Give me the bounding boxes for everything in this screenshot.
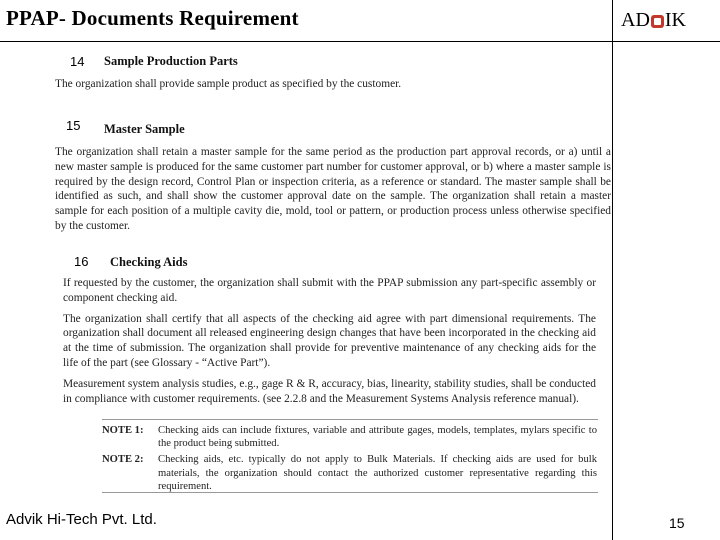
notes-block	[102, 424, 597, 493]
header-divider	[0, 41, 612, 42]
section-paragraph: The organization shall certify that all aspects of the checking aid agree with part dimensional requirements. The organization shall document all released engineering design changes that have been incorporated in the checking aid at the time of submission. The organization shall provide for preventive maintenance of any checking aids for the life of the part (see Glossary - “Active Part”).	[63, 312, 596, 369]
company-name: Advik Hi-Tech Pvt. Ltd.	[6, 511, 157, 528]
section-paragraph: Measurement system analysis studies, e.g., gage R & R, accuracy, bias, linearity, stability studies, shall be conducted in compliance with customer requirements. (see 2.2.8 and the Measurement Systems Analysis reference manual).	[63, 377, 596, 405]
square-o-icon	[651, 15, 664, 28]
section-number: 16	[74, 254, 89, 269]
brand-text-right: IK	[664, 9, 686, 31]
note-item	[102, 453, 597, 493]
section-paragraph: If requested by the customer, the organization shall submit with the PPAP submission any part-specific assembly or component checking aid.	[63, 277, 596, 304]
note-text: Checking aids can include fixtures, variable and attribute gages, models, templates, mylars specific to the product being submitted.	[158, 425, 597, 450]
page-number: 15	[669, 515, 685, 531]
section-heading: Sample Production Parts	[104, 54, 238, 68]
header-divider-right	[612, 41, 720, 42]
vertical-divider	[612, 0, 613, 540]
brand-text-left: AD	[621, 9, 650, 31]
section-number: 14	[70, 54, 85, 69]
section-heading: Checking Aids	[110, 255, 188, 269]
section-paragraph: The organization shall provide sample product as specified by the customer.	[55, 78, 402, 90]
notes-divider	[102, 492, 598, 493]
note-label: NOTE 2:	[102, 454, 144, 466]
section-body	[55, 77, 611, 92]
note-text: Checking aids, etc. typically do not apply to Bulk Materials. If checking aids are used for bulk materials, the organization should contact the authorized customer representative regarding this requirement.	[158, 454, 597, 492]
notes-divider	[102, 419, 598, 420]
brand-logo	[621, 9, 686, 32]
page-title: PPAP- Documents Requirement	[6, 6, 299, 30]
section-body	[55, 145, 611, 234]
section-number: 15	[66, 118, 81, 133]
note-item	[102, 424, 597, 450]
section-body	[63, 276, 596, 406]
section-paragraph: The organization shall retain a master sample for the same period as the production part approval records, or a) until a new master sample is produced for the same customer part number for customer approval, or b) where a master sample is required by the design record, Control Plan or inspection criteria, as a reference or standard. The master sample shall be identified as such, and shall show the customer approval date on the sample. The organization shall retain a master sample for each position of a multiple cavity die, mold, tool or pattern, or production process unless otherwise specified by the customer.	[55, 146, 611, 232]
section-heading: Master Sample	[104, 122, 185, 136]
note-label: NOTE 1:	[102, 425, 144, 436]
